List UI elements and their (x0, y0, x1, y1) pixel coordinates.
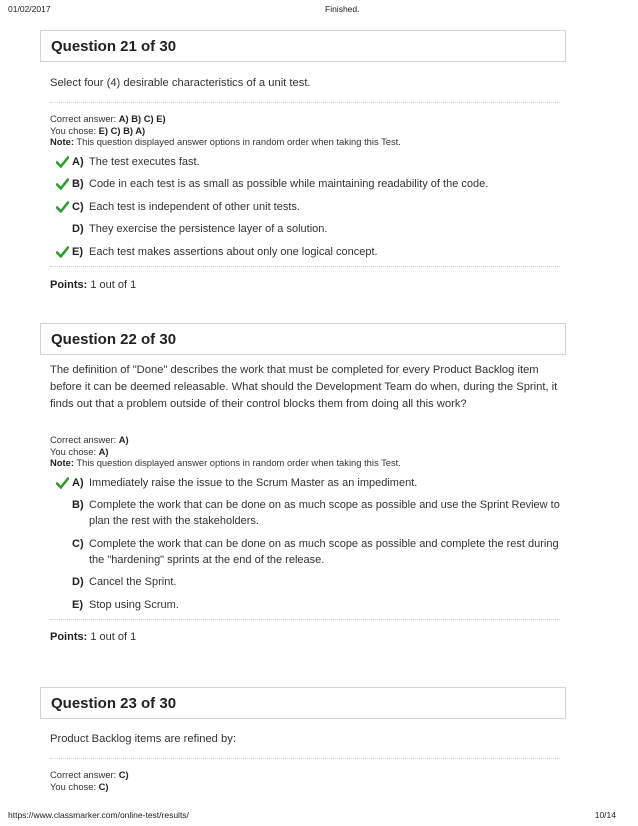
option-label: C) (72, 200, 84, 213)
option-label: D) (72, 223, 84, 235)
points-value: 1 out of 1 (90, 631, 137, 643)
divider (50, 102, 560, 103)
option-text: Immediately raise the issue to the Scrum Master as an impediment. (89, 476, 418, 489)
checkmark-slot (50, 244, 72, 260)
correct-answer-label: Correct answer: (50, 113, 117, 124)
checkmark-slot (50, 597, 72, 613)
answer-option (50, 574, 560, 590)
option-text: Complete the work that can be done on as much scope as possible and use the Sprint Review to plan the rest with the stakeholders. (89, 499, 560, 527)
answer-info (50, 113, 560, 148)
question-21-title: Question 21 of 30 (51, 37, 177, 55)
checkmark-icon (56, 201, 69, 213)
correct-answer-value: C) (118, 769, 129, 780)
points-label: Points: (50, 631, 88, 643)
option-text: Complete the work that can be done on as much scope as possible and complete the rest during the "hardening" sprints at the end of the release. (89, 537, 559, 566)
note-text: This question displayed answer options in random order when taking this Test. (76, 136, 401, 147)
option-label: A) (72, 476, 84, 489)
note-text: This question displayed answer options in random order when taking this Test. (76, 457, 401, 468)
question-23-title: Question 23 of 30 (51, 694, 177, 712)
option-text: The test executes fast. (89, 155, 200, 168)
footer-page: 10/14 (594, 810, 616, 820)
option-label: E) (72, 245, 83, 258)
divider (50, 266, 560, 267)
question-22-header (40, 323, 566, 355)
answer-info (50, 769, 560, 792)
option-text: Each test makes assertions about only one logical concept. (89, 245, 378, 258)
question-23-header (40, 687, 566, 719)
question-22-options (50, 475, 560, 613)
option-text: They exercise the persistence layer of a solution. (89, 223, 328, 235)
checkmark-slot (50, 497, 72, 529)
checkmark-icon (56, 178, 69, 190)
question-21-options (50, 154, 560, 260)
you-chose-label: You chose: (50, 780, 97, 792)
checkmark-slot (50, 221, 72, 237)
points-value: 1 out of 1 (90, 279, 137, 291)
correct-answer-value: A) B) C) E) (118, 113, 166, 124)
question-22-points (50, 631, 560, 643)
option-text: Cancel the Sprint. (89, 576, 177, 588)
answer-option (50, 536, 560, 568)
checkmark-icon (56, 246, 69, 258)
checkmark-slot (50, 475, 72, 491)
question-23-body (50, 731, 560, 792)
question-21-text: Select four (4) desirable characteristics of a unit test. (50, 77, 311, 89)
checkmark-slot (50, 176, 72, 192)
question-21-body (50, 75, 560, 291)
option-label: A) (72, 155, 84, 168)
you-chose-value: E) C) B) A) (98, 124, 146, 136)
option-label: B) (72, 178, 84, 190)
footer-url: https://www.classmarker.com/online-test/results/ (8, 810, 189, 820)
answer-option (50, 176, 560, 192)
header-status: Finished. (325, 4, 360, 14)
correct-answer-label: Correct answer: (50, 769, 117, 780)
answer-option (50, 199, 560, 215)
question-23-text: Product Backlog items are refined by: (50, 733, 236, 745)
checkmark-slot (50, 574, 72, 590)
checkmark-icon (56, 477, 69, 489)
points-label: Points: (50, 279, 88, 291)
answer-info (50, 434, 560, 469)
checkmark-slot (50, 536, 72, 568)
question-22-text: The definition of "Done" describes the work that must be completed for every Product Backlog item before it can be deemed releasable. What should the Development Team do when, during the Sprint, it finds out that a problem outside of their control blocks them from doing all this work? (50, 364, 558, 410)
question-22-body (50, 362, 560, 643)
answer-option (50, 154, 560, 170)
checkmark-slot (50, 199, 72, 215)
correct-answer-label: Correct answer: (50, 434, 117, 445)
answer-option (50, 597, 560, 613)
you-chose-value: C) (98, 780, 109, 792)
correct-answer-value: A) (118, 434, 129, 445)
option-text: Stop using Scrum. (89, 598, 179, 611)
checkmark-slot (50, 154, 72, 170)
divider (50, 758, 560, 759)
option-label: B) (72, 499, 84, 511)
option-label: E) (72, 598, 83, 611)
answer-option (50, 475, 560, 491)
divider (50, 619, 560, 620)
you-chose-label: You chose: (50, 124, 97, 136)
you-chose-label: You chose: (50, 445, 97, 457)
answer-option (50, 221, 560, 237)
question-21-points (50, 279, 560, 291)
note-label: Note: (50, 457, 74, 468)
you-chose-value: A) (98, 445, 109, 457)
answer-option (50, 497, 560, 529)
header-date: 01/02/2017 (8, 4, 51, 14)
question-21-header (40, 30, 566, 62)
option-text: Code in each test is as small as possible while maintaining readability of the code. (89, 178, 489, 190)
question-22-title: Question 22 of 30 (51, 330, 177, 348)
option-label: D) (72, 576, 84, 588)
checkmark-icon (56, 156, 69, 168)
option-text: Each test is independent of other unit tests. (89, 200, 300, 213)
answer-option (50, 244, 560, 260)
note-label: Note: (50, 136, 74, 147)
option-label: C) (72, 537, 84, 550)
